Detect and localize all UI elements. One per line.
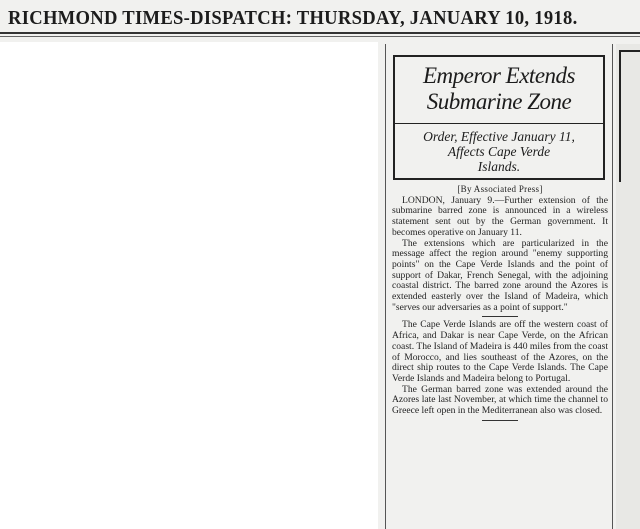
article-paragraph-2: The extensions which are particularized in the message affect the region around "enemy supporting points" on the Cape Verde Islands and the point of support of Dakar, French Senegal, with the adjoining coastal district. The barred zone around the Azores is extended easterly over the Island of Madeira, which "serves our adversaries as a point of support." [392, 237, 608, 313]
subhead-line-2: Affects Cape Verde [447, 144, 551, 159]
article-section-rule [482, 316, 518, 317]
blank-region [0, 42, 378, 529]
headline-line-1: Emperor Extends [423, 63, 575, 88]
article-paragraph-4: The German barred zone was extended around the Azores late last November, at which time the channel to Greece left open in the Mediterranean also was closed. [392, 383, 608, 417]
headline-divider [395, 123, 603, 124]
subhead [395, 129, 603, 174]
column-rule-left [385, 44, 386, 529]
subhead-line-1: Order, Effective January 11, [423, 129, 575, 144]
masthead: RICHMOND TIMES-DISPATCH: THURSDAY, JANUARY 10, 1918. [8, 7, 578, 29]
article-paragraph-3: The Cape Verde Islands are off the western coast of Africa, and Dakar is near Cape Verde, on the African coast. The Island of Madeira is 440 miles from the coast of Morocco, and lies southeast of the Azores, on the direct ship routes to the Cape Verde Islands. The Cape Verde Islands and Madeira belong to Portugal. [392, 319, 608, 384]
column-rule-right [612, 44, 613, 529]
masthead-rule [0, 32, 640, 34]
article-end-rule [482, 420, 518, 421]
article-paragraph-1: LONDON, January 9.—Further extension of the submarine barred zone is announced in a wireless statement sent out by the German government. It becomes operative on January 11. [392, 194, 608, 238]
headline [395, 63, 603, 115]
subhead-line-3: Islands. [477, 159, 521, 174]
article-credit: [By Associated Press] [457, 184, 543, 194]
article-body [392, 184, 608, 424]
masthead-rule-thin [0, 36, 640, 37]
adjacent-column-box [619, 50, 640, 182]
headline-box [393, 55, 605, 180]
headline-line-2: Submarine Zone [426, 89, 572, 114]
